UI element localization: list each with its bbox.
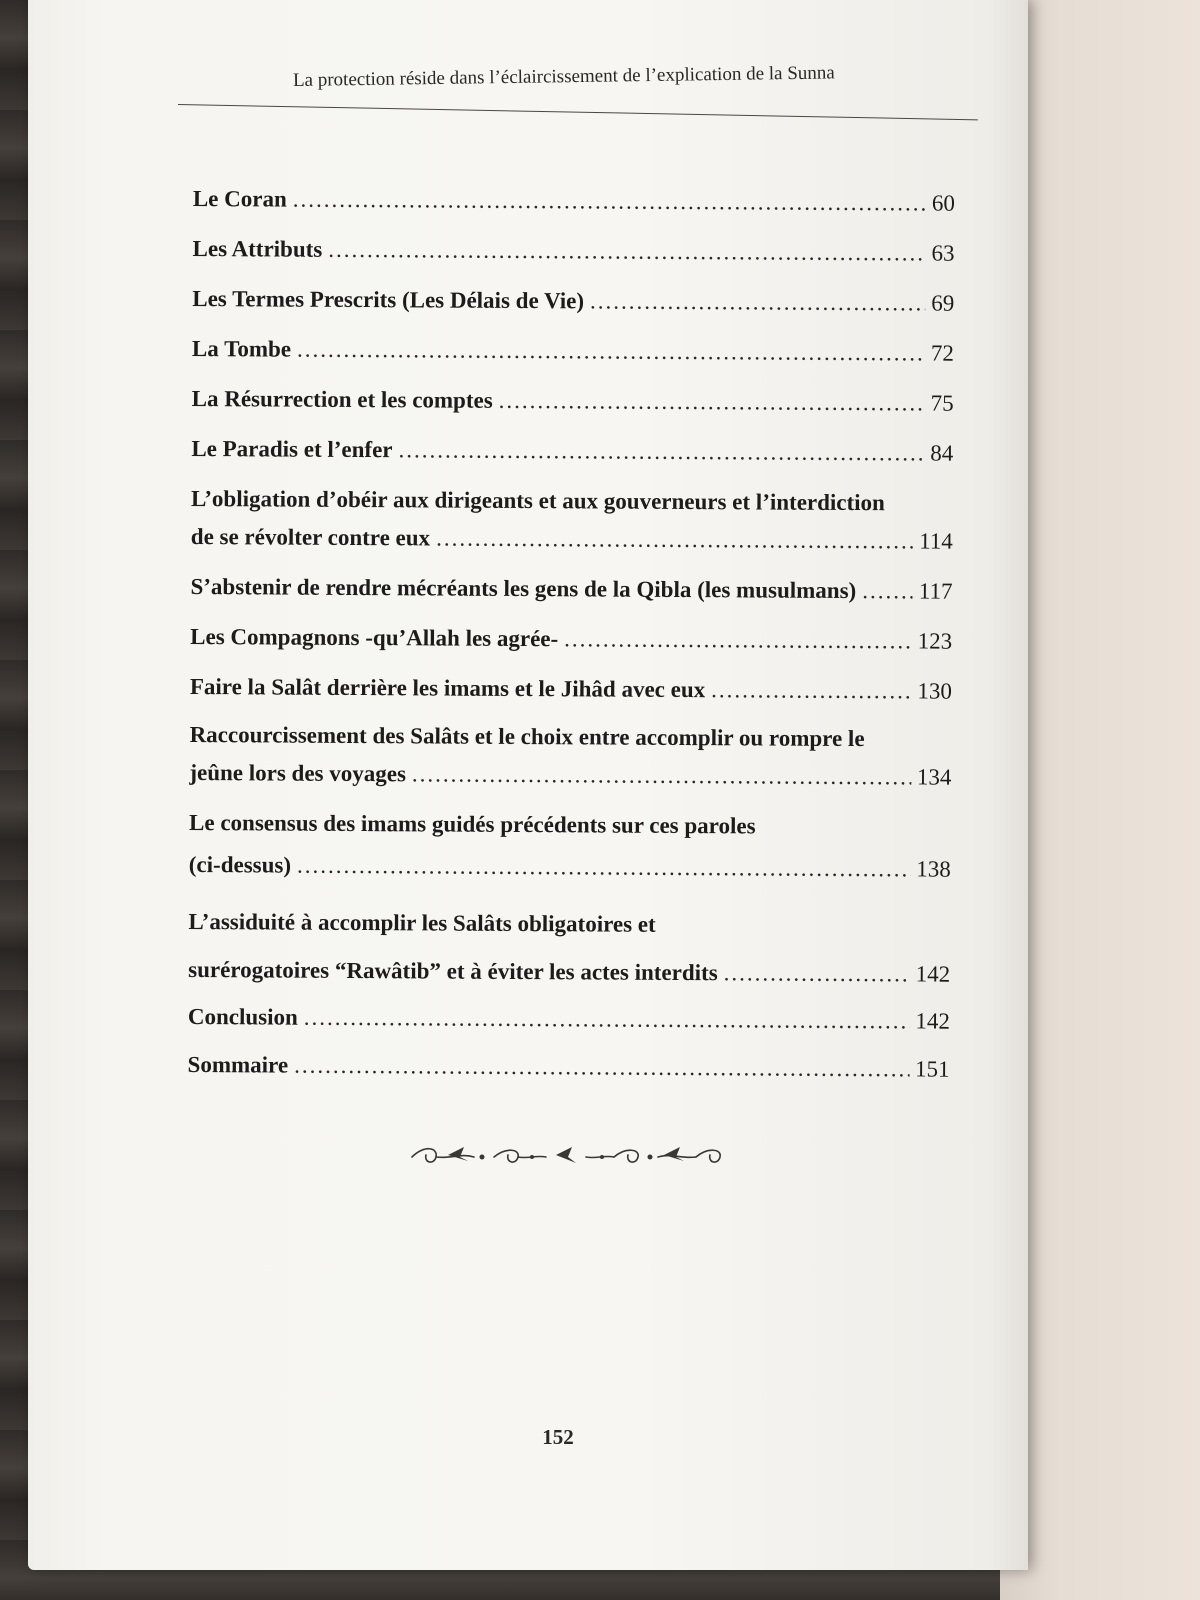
toc-entry-title: surérogatoires “Rawâtib” et à éviter les actes interdits [188, 956, 718, 986]
toc-entry-title: jeûne lors des voyages [189, 759, 407, 787]
dot-leader [293, 181, 926, 223]
toc-entry [190, 618, 952, 661]
toc-page-number: 75 [930, 390, 954, 416]
dot-leader [862, 572, 913, 610]
toc-entry [193, 180, 955, 223]
header-rule [178, 104, 978, 120]
toc-entry [192, 330, 954, 373]
toc-entry-title: de se révolter contre eux [190, 523, 431, 551]
toc-page-number: 84 [930, 440, 954, 466]
page-number: 152 [542, 1425, 574, 1449]
toc-entry [189, 716, 951, 797]
toc-entry-title: Les Termes Prescrits (Les Délais de Vie) [192, 285, 585, 314]
toc-entry-title: La Tombe [191, 335, 292, 362]
toc-entry [192, 230, 954, 273]
dot-leader [590, 282, 925, 322]
running-head: La protection réside dans l’éclaircissement de l’explication de la Sunna [292, 62, 835, 91]
dot-leader [711, 671, 911, 710]
dot-leader [297, 331, 925, 373]
toc-entry-title-line1: Raccourcissement des Salâts et le choix entre accomplir ou rompre le [189, 721, 865, 752]
toc-page-number: 72 [930, 340, 955, 366]
table-of-contents [187, 180, 955, 1082]
toc-entry-title-line1: Le consensus des imams guidés précédents sur ces paroles [188, 809, 756, 839]
toc-entry-title-line1: L’obligation d’obéir aux dirigeants et aux gouverneurs et l’interdiction [190, 485, 885, 516]
toc-entry [190, 568, 952, 611]
dot-leader [564, 620, 912, 660]
toc-entry [188, 998, 950, 1041]
toc-entry [191, 430, 953, 473]
book-page [28, 0, 1028, 1570]
toc-entry-title: S’abstenir de rendre mécréants les gens de la Qibla (les musulmans) [190, 573, 857, 604]
toc-entry-title: (ci-dessus) [188, 851, 292, 878]
toc-entry-title: Le Coran [192, 185, 287, 212]
toc-entry [189, 802, 951, 891]
dot-leader [398, 431, 924, 472]
toc-page-number: 60 [931, 190, 955, 216]
toc-page-number: 123 [917, 628, 953, 654]
toc-page-number: 142 [915, 961, 951, 987]
toc-entry [191, 480, 953, 561]
toc-entry-title: Conclusion [187, 1003, 298, 1030]
toc-page-number: 130 [917, 678, 952, 704]
dot-leader [294, 1047, 909, 1089]
toc-entry-title: Faire la Salât derrière les imams et le Jihâd avec eux [189, 673, 706, 703]
toc-entry [190, 668, 952, 711]
toc-entry-title: Les Attributs [192, 235, 323, 262]
toc-entry [188, 898, 951, 999]
toc-page-number: 134 [916, 764, 952, 790]
dot-leader [328, 231, 926, 273]
dot-leader [436, 519, 913, 560]
toc-entry [192, 380, 954, 423]
facing-page [1000, 0, 1200, 1600]
toc-entry-title: Sommaire [187, 1051, 289, 1078]
toc-entry-title-line1: L’assiduité à accomplir les Salâts obligatoires et [188, 908, 656, 937]
dot-leader [297, 845, 911, 891]
dot-leader [412, 755, 911, 796]
toc-page-number: 142 [915, 1008, 950, 1034]
dot-leader [304, 999, 910, 1041]
dot-leader [724, 949, 910, 998]
toc-entry [187, 1046, 949, 1089]
toc-page-number: 138 [916, 856, 951, 882]
toc-page-number: 151 [915, 1056, 950, 1082]
toc-page-number: 69 [931, 290, 955, 316]
toc-page-number: 63 [931, 240, 955, 266]
toc-page-number: 117 [918, 578, 953, 604]
toc-entry-title: La Résurrection et les comptes [191, 385, 493, 413]
toc-entry [192, 280, 954, 323]
dot-leader [499, 382, 925, 423]
toc-page-number: 114 [919, 528, 953, 554]
toc-entry-title: Le Paradis et l’enfer [191, 435, 393, 463]
decorative-ornament-icon [406, 1135, 726, 1175]
toc-entry-title: Les Compagnons -qu’Allah les agrée- [190, 623, 559, 652]
